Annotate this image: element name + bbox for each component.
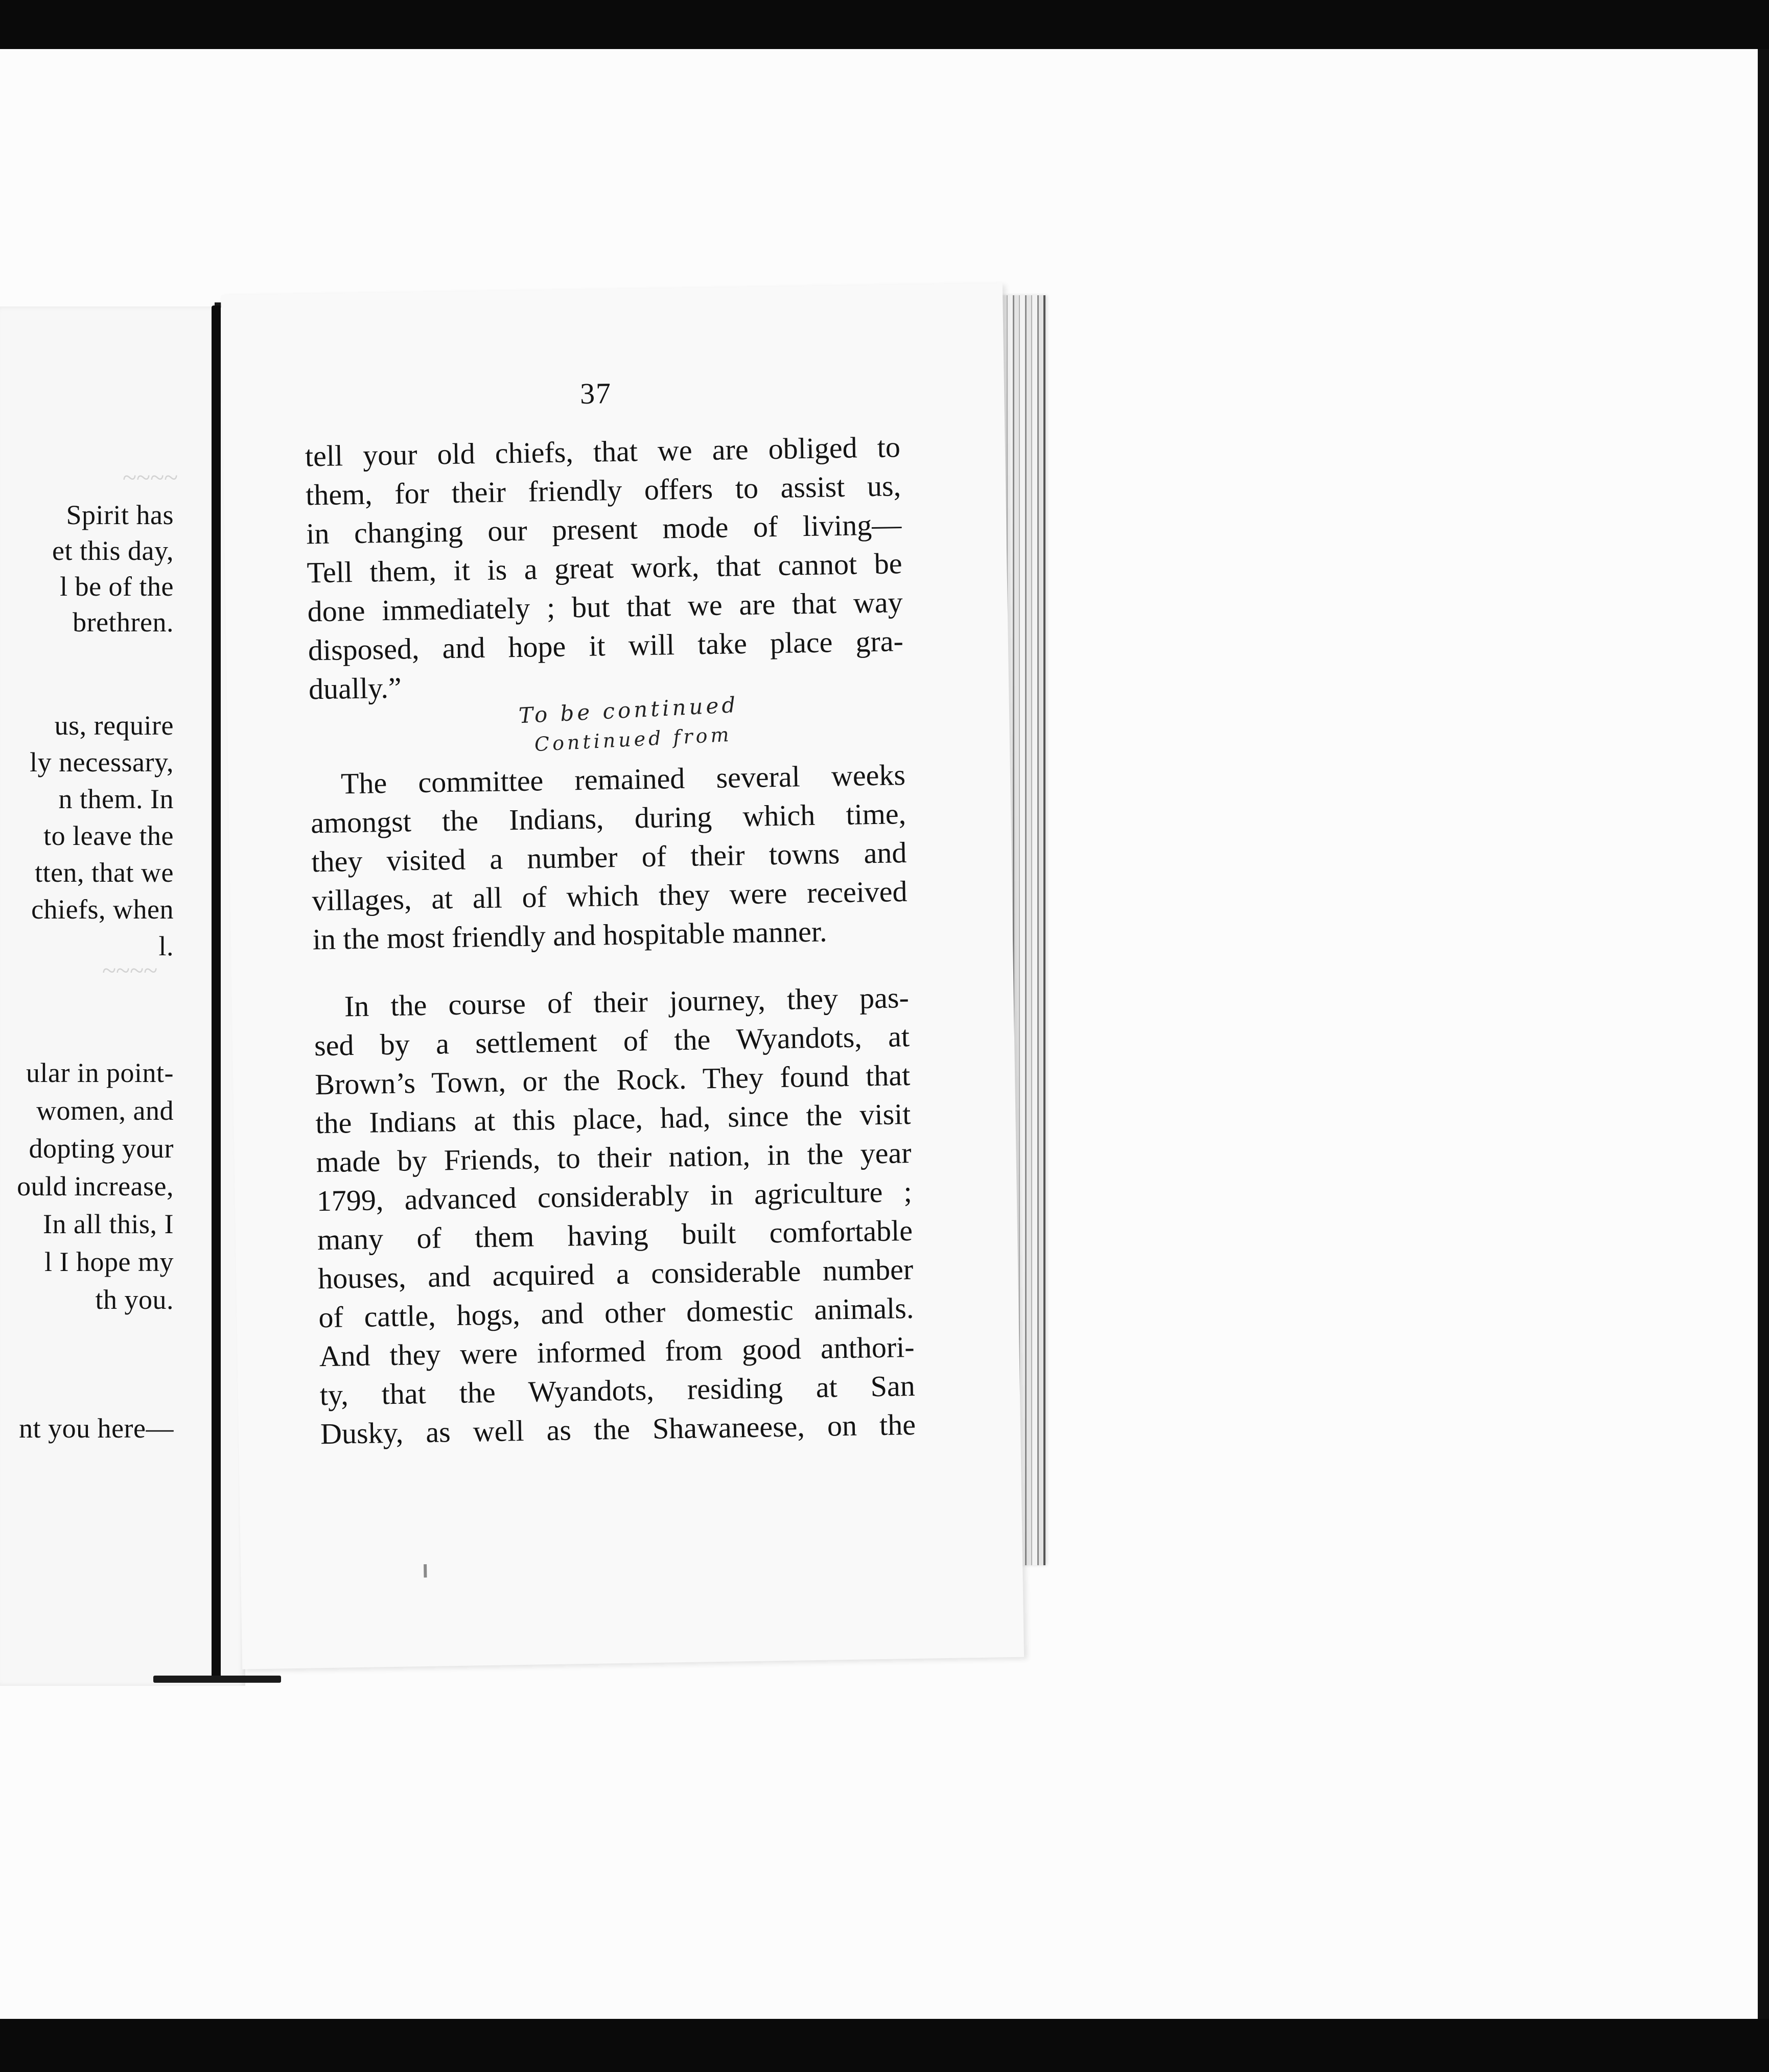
left-line: n them. In <box>58 784 174 814</box>
text-line: they visited a number of their towns and <box>311 836 907 879</box>
page-body <box>305 428 916 1453</box>
scan-border-right <box>1758 49 1769 2019</box>
text-line: villages, at all of which they were received <box>312 875 907 917</box>
text-line: of cattle, hogs, and other domestic animals. <box>318 1291 914 1334</box>
book-gutter <box>212 305 221 1681</box>
text-line: in the most friendly and hospitable manner. <box>312 914 827 956</box>
left-line: th you. <box>95 1284 174 1315</box>
text-line: Dusky, as well as the Shawaneese, on the <box>320 1407 916 1451</box>
left-line: l be of the <box>60 571 174 602</box>
text-line: done immediately ; but that we are that way <box>307 585 903 628</box>
page-number: 37 <box>579 376 612 410</box>
left-line: us, require <box>54 710 174 741</box>
left-line: brethren. <box>73 607 174 638</box>
left-line: l I hope my <box>44 1246 174 1277</box>
left-line: chiefs, when <box>31 894 174 925</box>
left-line: ly necessary, <box>30 747 174 778</box>
bleed-through-text: ~~~~ <box>102 956 158 984</box>
left-page <box>0 307 245 1686</box>
left-line: et this day, <box>52 535 174 566</box>
left-line: dopting your <box>29 1133 174 1164</box>
text-line: amongst the Indians, during which time, <box>310 797 906 840</box>
left-line: l. <box>158 931 174 961</box>
text-line: them, for their friendly offers to assist us, <box>305 469 901 512</box>
text-line: Tell them, it is a great work, that cannot be <box>307 547 902 590</box>
text-line: made by Friends, to their nation, in the year <box>316 1136 912 1179</box>
text-line: 1799, advanced considerably in agriculture ; <box>316 1174 913 1218</box>
left-line: women, and <box>36 1095 174 1126</box>
page-fold-bottom <box>153 1676 281 1683</box>
bleed-through-text: ~~~~ <box>123 463 178 491</box>
left-line: Spirit has <box>66 500 174 530</box>
paragraph-continued <box>314 1017 916 1453</box>
text-line: The committee remained several weeks <box>340 758 906 800</box>
scan-speck <box>424 1564 427 1577</box>
text-line: the Indians at this place, had, since the visit <box>315 1097 911 1140</box>
scan-border-bottom <box>0 2019 1769 2072</box>
paragraph-continued <box>311 794 909 959</box>
text-line: houses, and acquired a considerable number <box>317 1252 914 1296</box>
text-line: tell your old chiefs, that we are obliged to <box>305 430 901 473</box>
left-line: ular in point- <box>26 1057 174 1088</box>
handwritten-annotation: Continued from <box>533 723 733 756</box>
text-line: Brown’s Town, or the Rock. They found that <box>314 1058 911 1101</box>
scan-border-top <box>0 0 1769 49</box>
right-page <box>221 283 1024 1669</box>
paragraph <box>305 428 904 709</box>
left-line: to leave the <box>43 820 174 851</box>
text-line: dually.” <box>308 671 402 706</box>
text-line: disposed, and hope it will take place gra- <box>308 624 904 667</box>
text-line: many of them having built comfortable <box>317 1213 913 1257</box>
text-line: sed by a settlement of the Wyandots, at <box>314 1020 910 1063</box>
handwritten-annotation: To be continued <box>518 692 739 728</box>
left-line: nt you here— <box>19 1413 174 1444</box>
text-line: ty, that the Wyandots, residing at San <box>319 1369 916 1412</box>
text-line: And they were informed from good anthori- <box>319 1330 915 1373</box>
left-line: In all this, I <box>43 1209 174 1239</box>
text-line: In the course of their journey, they pas- <box>344 981 910 1023</box>
text-line: in changing our present mode of living— <box>306 508 902 551</box>
left-line: tten, that we <box>35 857 174 888</box>
left-line: ould increase, <box>17 1171 174 1202</box>
